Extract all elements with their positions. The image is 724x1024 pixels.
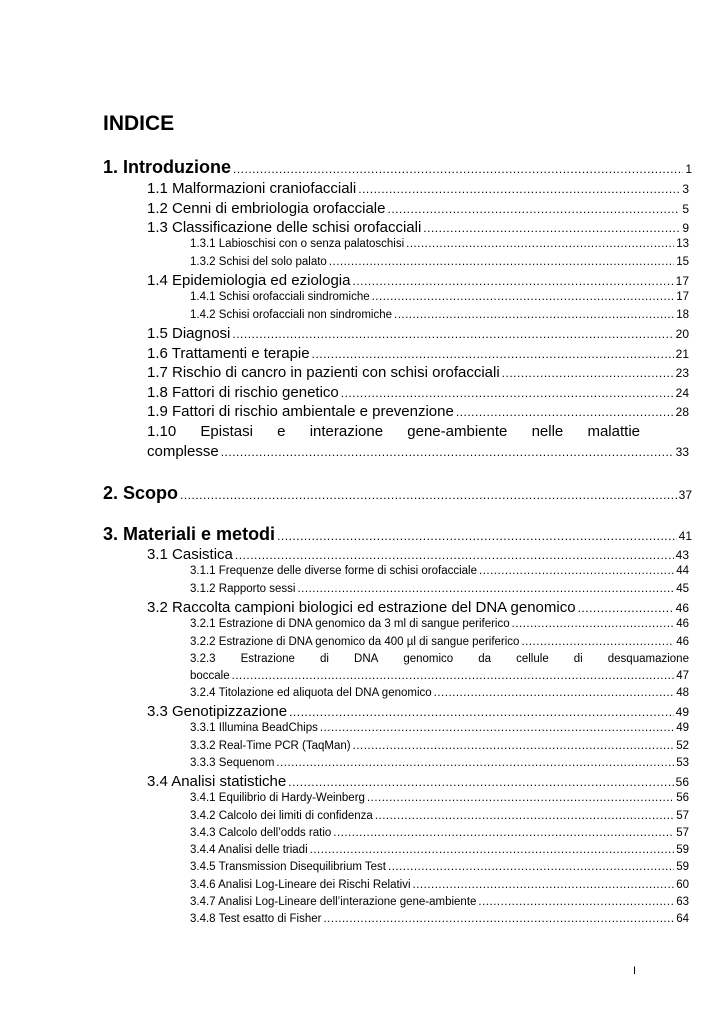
toc-leader	[232, 670, 675, 682]
toc-entry-page: 46	[676, 618, 689, 630]
toc-leader	[388, 861, 674, 873]
toc-leader	[310, 844, 675, 856]
toc-entry[interactable]	[190, 687, 689, 699]
toc-entry[interactable]	[190, 757, 689, 769]
toc-entry-title: 3.3.2 Real-Time PCR (TaqMan)	[190, 740, 351, 752]
toc-entry-page: 45	[676, 583, 689, 595]
toc-entry[interactable]	[190, 896, 689, 908]
toc-entry-page: 57	[676, 827, 689, 839]
toc-entry[interactable]	[147, 219, 689, 236]
toc-entry-title: 1.4.1 Schisi orofacciali sindromiche	[190, 291, 370, 303]
toc-entry-title: 3.3.3 Sequenom	[190, 757, 275, 769]
toc-entry-title: 3. Materiali e metodi	[103, 524, 276, 544]
toc-leader	[289, 705, 674, 719]
toc-entry-title: boccale	[190, 670, 230, 682]
toc-leader	[394, 309, 674, 321]
toc-entry[interactable]	[190, 827, 689, 839]
toc-entry[interactable]	[147, 773, 689, 790]
toc-entry-title: 3.4.6 Analisi Log-Lineare dei Rischi Relativi	[190, 879, 411, 891]
toc-entry[interactable]	[147, 345, 689, 362]
word: e	[277, 423, 286, 440]
toc-entry-title: 1.6 Trattamenti e terapie	[147, 345, 310, 362]
toc-leader	[423, 221, 680, 235]
toc-entry-page: 53	[676, 757, 689, 769]
toc-entry-page: 49	[676, 722, 689, 734]
toc-leader	[375, 810, 674, 822]
toc-entry[interactable]	[190, 670, 689, 682]
toc-entry-page: 3	[682, 182, 689, 196]
toc-entry-page: 59	[676, 861, 689, 873]
toc-entry-title: 3.4.5 Transmission Disequilibrium Test	[190, 861, 387, 873]
word: desquamazione	[607, 653, 689, 665]
toc-entry-title: 1.2 Cenni di embriologia orofacciale	[147, 200, 386, 217]
toc-entry[interactable]	[190, 861, 689, 873]
toc-entry-page: 33	[675, 445, 689, 459]
toc-leader	[358, 182, 680, 196]
word: cellule	[516, 653, 549, 665]
toc-entry[interactable]	[190, 810, 689, 822]
toc-entry-title: 1.7 Rischio di cancro in pazienti con schisi orofacciali	[147, 364, 500, 381]
toc-entry[interactable]	[190, 913, 689, 925]
toc-entry-title: 1.4.2 Schisi orofacciali non sindromiche	[190, 309, 392, 321]
toc-leader	[479, 565, 674, 577]
word: 1.10	[147, 423, 177, 440]
toc-entry-page: 49	[675, 705, 689, 719]
toc-entry[interactable]	[147, 403, 689, 420]
toc-leader	[502, 366, 674, 380]
toc-entry-title: 3.4.4 Analisi delle triadi	[190, 844, 308, 856]
word: DNA	[354, 653, 379, 665]
toc-entry[interactable]	[147, 443, 689, 460]
toc-entry-page: 52	[676, 740, 689, 752]
toc-entry[interactable]	[103, 524, 692, 545]
toc-entry-page: 64	[676, 913, 689, 925]
toc-entry[interactable]	[190, 618, 689, 630]
toc-entry-title: complesse	[147, 443, 219, 460]
toc-leader	[456, 405, 674, 419]
toc-entry-page: 60	[676, 879, 689, 891]
toc-entry-page: 21	[675, 347, 689, 361]
toc-entry[interactable]	[190, 583, 689, 595]
toc-entry[interactable]	[103, 157, 692, 178]
toc-entry[interactable]	[190, 740, 689, 752]
toc-entry-title: 3.2.2 Estrazione di DNA genomico da 400 µl di sangue periferico	[190, 636, 520, 648]
toc-entry-title: 3.4.8 Test esatto di Fisher	[190, 913, 322, 925]
page-title: INDICE	[103, 112, 175, 135]
toc-entry-title: 1.4 Epidemiologia ed eziologia	[147, 272, 351, 289]
word: di	[573, 653, 583, 665]
toc-leader	[312, 347, 674, 361]
toc-entry[interactable]	[190, 792, 689, 804]
toc-leader	[277, 529, 677, 543]
toc-entry-title: 3.1 Casistica	[147, 546, 233, 563]
toc-entry[interactable]	[190, 844, 689, 856]
toc-entry-page: 1	[685, 162, 692, 176]
toc-entry-page: 57	[676, 810, 689, 822]
toc-leader	[353, 740, 675, 752]
toc-entry[interactable]	[147, 384, 689, 401]
toc-entry-page: 46	[675, 601, 689, 615]
page-number: I	[633, 965, 637, 977]
toc-entry-title: 3.4.1 Equilibrio di Hardy-Weinberg	[190, 792, 365, 804]
toc-entry[interactable]	[190, 309, 689, 321]
toc-entry-title: 3.1.2 Rapporto sessi	[190, 583, 296, 595]
toc-entry[interactable]	[147, 364, 689, 381]
toc-entry-title: 3.2 Raccolta campioni biologici ed estrazione del DNA genomico	[147, 599, 576, 616]
toc-leader	[276, 757, 674, 769]
toc-leader	[323, 913, 674, 925]
toc-entry-title: 3.2.4 Titolazione ed aliquota del DNA genomico	[190, 687, 432, 699]
toc-entry-page: 48	[676, 687, 689, 699]
word: interazione	[309, 423, 384, 440]
toc-entry-wrapped-line[interactable]	[147, 423, 640, 440]
toc-entry[interactable]	[147, 200, 689, 217]
toc-entry-page: 23	[675, 366, 689, 380]
toc-leader	[233, 162, 683, 176]
toc-entry-page: 47	[676, 670, 689, 682]
toc-entry[interactable]	[147, 180, 689, 197]
toc-entry-page: 20	[675, 327, 689, 341]
toc-entry-title: 1.1 Malformazioni craniofacciali	[147, 180, 357, 197]
word: Estrazione	[240, 653, 295, 665]
word: 3.2.3	[190, 653, 216, 665]
toc-entry-title: 3.1.1 Frequenze delle diverse forme di schisi orofacciale	[190, 565, 478, 577]
toc-entry[interactable]	[147, 272, 689, 289]
toc-entry-page: 44	[676, 565, 689, 577]
toc-entry[interactable]	[190, 636, 689, 648]
toc-entry[interactable]	[147, 546, 689, 563]
toc-entry[interactable]	[190, 291, 689, 303]
toc-leader	[406, 238, 674, 250]
toc-entry-page: 56	[675, 775, 689, 789]
toc-entry[interactable]	[190, 565, 689, 577]
toc-entry-title: 3.4 Analisi statistiche	[147, 773, 287, 790]
toc-entry-page: 17	[676, 291, 689, 303]
toc-leader	[413, 879, 675, 891]
toc-entry[interactable]	[147, 325, 689, 342]
word: da	[478, 653, 492, 665]
toc-entry-page: 41	[678, 529, 692, 543]
toc-entry-page: 56	[676, 792, 689, 804]
toc-entry-title: 3.4.2 Calcolo dei limiti di confidenza	[190, 810, 373, 822]
toc-leader	[341, 386, 674, 400]
toc-entry[interactable]	[147, 703, 689, 720]
toc-entry-page: 13	[676, 238, 689, 250]
toc-entry-page: 9	[682, 221, 689, 235]
toc-entry[interactable]	[190, 238, 689, 250]
toc-entry-page: 46	[676, 636, 689, 648]
toc-entry-page: 28	[675, 405, 689, 419]
toc-entry-title: 1.3 Classificazione delle schisi orofacciali	[147, 219, 422, 236]
toc-entry-title: 1.8 Fattori di rischio genetico	[147, 384, 339, 401]
word: genomico	[403, 653, 454, 665]
toc-leader	[288, 775, 673, 789]
toc-entry-wrapped-line[interactable]	[190, 653, 689, 665]
toc-leader	[352, 274, 673, 288]
toc-leader	[367, 792, 674, 804]
toc-entry[interactable]	[147, 599, 689, 616]
toc-entry[interactable]	[103, 483, 692, 504]
toc-entry-page: 24	[675, 386, 689, 400]
toc-entry-page: 63	[676, 896, 689, 908]
word: Epistasi	[200, 423, 253, 440]
toc-leader	[329, 256, 674, 268]
word: nelle	[531, 423, 564, 440]
toc-entry-page: 15	[676, 256, 689, 268]
toc-entry-page: 59	[676, 844, 689, 856]
toc-leader	[235, 548, 674, 562]
toc-leader	[232, 327, 673, 341]
toc-entry[interactable]	[190, 879, 689, 891]
toc-entry[interactable]	[190, 256, 689, 268]
word: di	[320, 653, 329, 665]
toc-entry-title: 3.4.3 Calcolo dell’odds ratio	[190, 827, 332, 839]
toc-entry-page: 5	[682, 202, 689, 216]
toc-entry-title: 3.2.1 Estrazione di DNA genomico da 3 ml di sangue periferico	[190, 618, 510, 630]
toc-entry-title: 1.3.2 Schisi del solo palato	[190, 256, 327, 268]
toc-leader	[320, 722, 674, 734]
toc-leader	[297, 583, 674, 595]
toc-leader	[180, 488, 677, 502]
toc-entry-title: 1.9 Fattori di rischio ambientale e prevenzione	[147, 403, 454, 420]
toc-leader	[221, 445, 674, 459]
toc-leader	[578, 601, 674, 615]
toc-leader	[478, 896, 674, 908]
toc-leader	[387, 202, 680, 216]
word: gene-ambiente	[407, 423, 508, 440]
toc-leader	[372, 291, 675, 303]
toc-entry-title: 1.3.1 Labioschisi con o senza palatoschisi	[190, 238, 405, 250]
toc-entry-page: 43	[675, 548, 689, 562]
toc-entry-title: 3.3.1 Illumina BeadChips	[190, 722, 318, 734]
toc-entry-title: 3.4.7 Analisi Log-Lineare dell’interazione gene-ambiente	[190, 896, 477, 908]
toc-leader	[434, 687, 675, 699]
word: malattie	[587, 423, 640, 440]
toc-entry[interactable]	[190, 722, 689, 734]
toc-entry-page: 18	[676, 309, 689, 321]
toc-leader	[333, 827, 674, 839]
toc-entry-title: 1.5 Diagnosi	[147, 325, 231, 342]
toc-entry-title: 1. Introduzione	[103, 157, 231, 177]
toc-entry-title: 3.3 Genotipizzazione	[147, 703, 288, 720]
toc-entry-page: 17	[675, 274, 689, 288]
toc-leader	[521, 636, 674, 648]
toc-entry-title: 2. Scopo	[103, 483, 179, 503]
toc-entry-page: 37	[678, 488, 692, 502]
toc-leader	[512, 618, 675, 630]
